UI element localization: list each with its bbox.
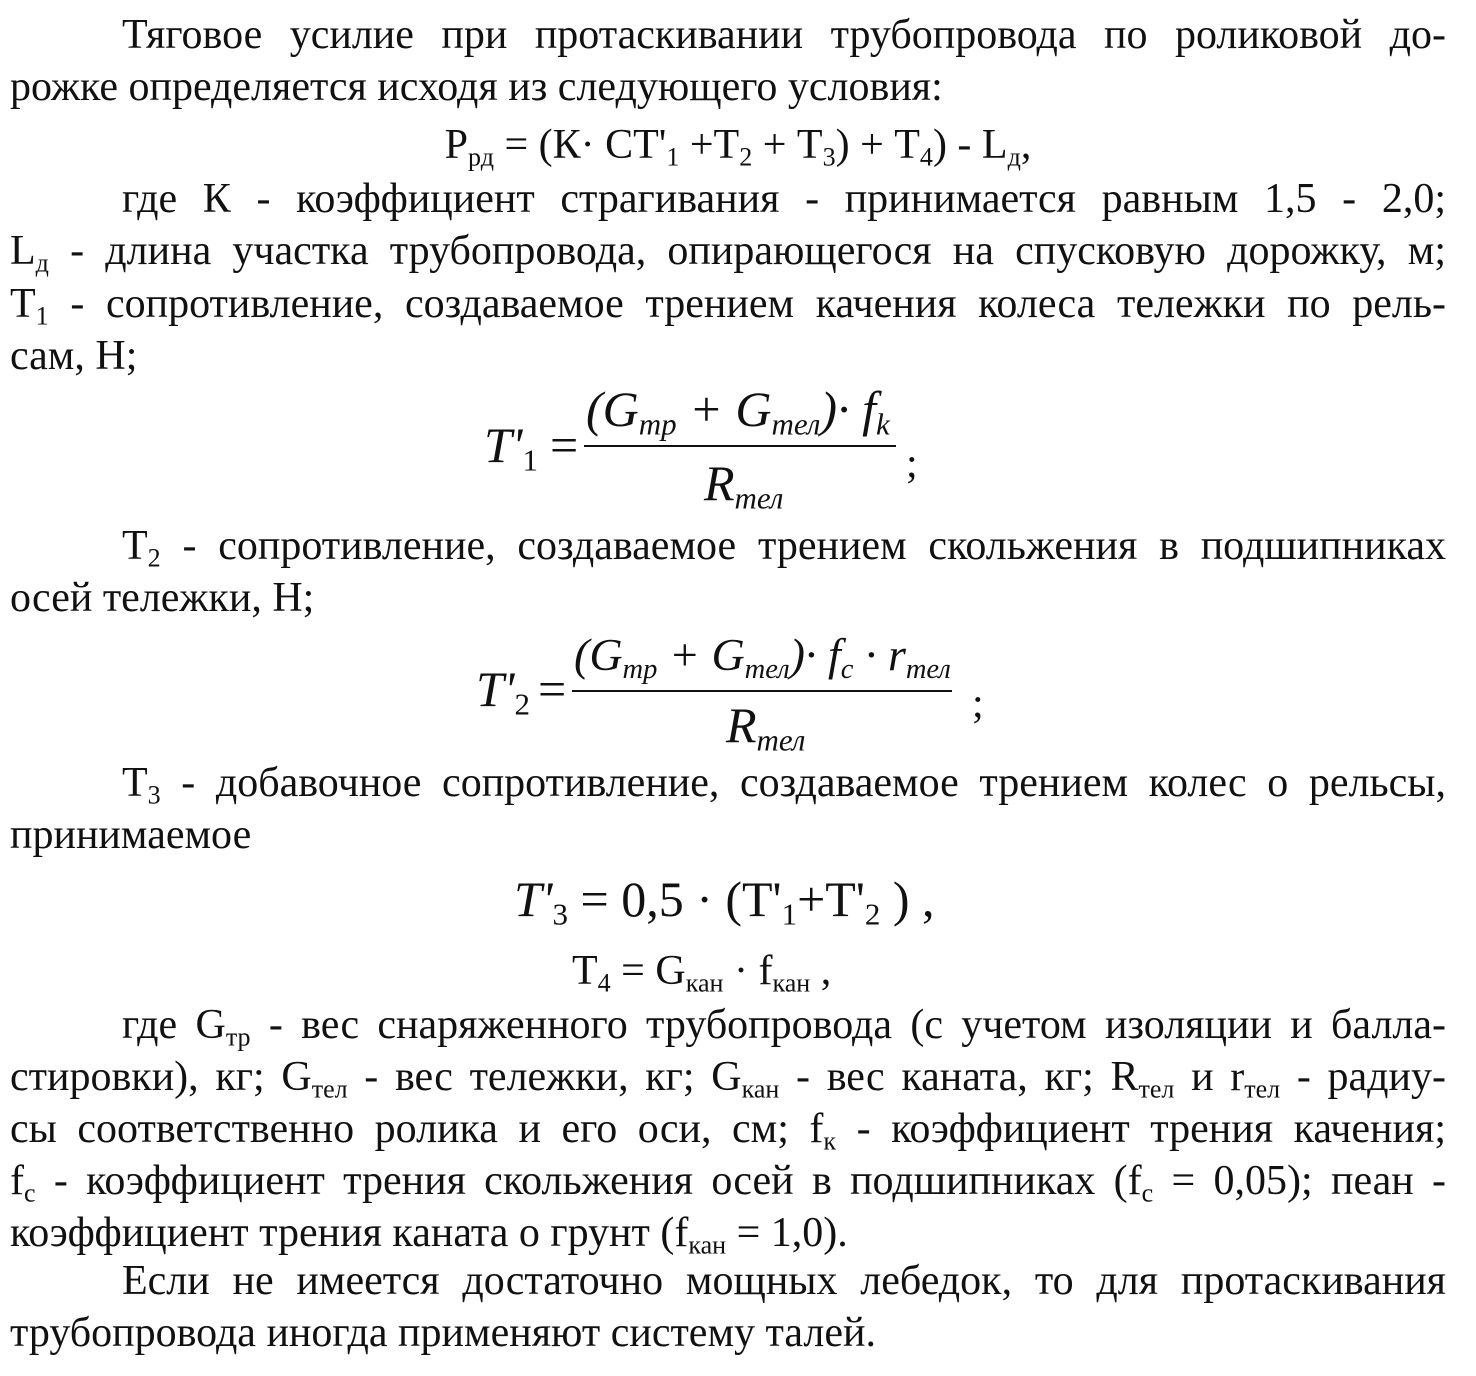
paragraph-5-line-4: [10, 1158, 1446, 1208]
formula-part: ,: [810, 948, 832, 994]
formula-subscript: тел: [756, 722, 806, 758]
text-span: и r: [1174, 1054, 1245, 1100]
eq-part: ) - L: [932, 122, 1008, 168]
text-span: f: [10, 1158, 24, 1204]
formula-t2-lhs: [476, 660, 531, 722]
paragraph-1-line-1: [122, 14, 1446, 56]
formula-subscript: k: [875, 406, 890, 442]
formula-part: + G: [676, 381, 772, 437]
formula-part: R: [726, 697, 757, 753]
eq-subscript: 3: [822, 142, 836, 172]
text-span: - длина участка трубопровода, опирающегося на спусковую дорожку, м;: [48, 228, 1446, 274]
eq-part: + Т: [752, 122, 823, 168]
formula-subscript: 1: [522, 442, 539, 478]
eq-subscript: 2: [739, 142, 753, 172]
text-span: Если не имеется достаточно мощных лебедок, то для протаскивания: [122, 1258, 1446, 1304]
paragraph-2-line-3: [10, 281, 1446, 331]
paragraph-2-line-2: [10, 228, 1446, 278]
eq-subscript: 4: [919, 142, 933, 172]
text-span: - добавочное сопротивление, создаваемое трением колес о рельсы,: [160, 760, 1446, 806]
formula-part: (G: [574, 629, 623, 680]
formula-t2-equals: =: [538, 661, 567, 717]
text-span: = 1,0).: [726, 1210, 848, 1256]
text-span: L: [10, 228, 36, 274]
text-span: где К - коэффициент страгивания - принимается равным 1,5 - 2,0;: [122, 176, 1446, 222]
formula-subscript: тел: [905, 653, 951, 685]
formula-t4: [572, 948, 832, 998]
formula-subscript: тр: [638, 406, 677, 442]
eq-part: +Т: [679, 122, 740, 168]
formula-part: R: [704, 455, 735, 511]
text-span: T: [10, 281, 36, 327]
formula-t1-denominator: [704, 454, 784, 516]
formula-t1-lhs: [484, 416, 539, 478]
paragraph-5-line-5: [10, 1210, 1446, 1260]
text-span: - коэффициент трения качения;: [836, 1106, 1446, 1152]
paragraph-6-line-1: [122, 1260, 1446, 1302]
paragraph-3-line-2: [10, 577, 1446, 619]
paragraph-1-line-2: [10, 66, 1446, 108]
eq-part: ,: [1020, 122, 1032, 168]
text-span: - вес каната, кг; R: [779, 1054, 1139, 1100]
formula-subscript: 2: [514, 686, 531, 722]
eq-symbol: P: [444, 122, 469, 168]
paragraph-4-line-2: [10, 814, 1446, 856]
formula-symbol: T': [484, 417, 523, 473]
formula-symbol: T': [476, 661, 515, 717]
text-span: где G: [122, 1002, 226, 1048]
paragraph-5-line-3: [10, 1106, 1446, 1156]
formula-t2-numerator: [574, 628, 951, 685]
subscript: 3: [147, 780, 161, 810]
formula-part: )· f: [789, 629, 841, 680]
paragraph-6-line-2: [10, 1312, 1446, 1354]
formula-subscript: тел: [734, 480, 784, 516]
subscript: c: [1141, 1178, 1154, 1208]
text-span: - радиу-: [1280, 1054, 1446, 1100]
formula-part: +T': [797, 871, 865, 927]
text-span: T: [122, 523, 148, 569]
eq-subscript: 1: [666, 142, 680, 172]
subscript: тел: [1138, 1074, 1175, 1104]
paragraph-3-line-1: [122, 523, 1446, 573]
paragraph-4-line-1: [122, 760, 1446, 810]
text-span: = 0,05); пеан -: [1153, 1158, 1446, 1204]
text-span: коэффициент трения каната о грунт (f: [10, 1210, 689, 1256]
formula-part: T': [514, 871, 553, 927]
formula-t1-equals: =: [550, 417, 579, 473]
subscript: кан: [741, 1074, 780, 1104]
formula-part: · f: [723, 948, 773, 994]
text-span: T: [122, 760, 148, 806]
paragraph-2-line-1: [122, 178, 1446, 220]
formula-part: )· f: [820, 381, 876, 437]
subscript: 1: [35, 301, 49, 331]
formula-t1-fraction-bar: [584, 445, 896, 447]
text-span: осей тележки, Н;: [10, 575, 315, 621]
eq-part: ) + Т: [835, 122, 920, 168]
formula-part: ) ,: [880, 871, 935, 927]
text-span: трубопровода иногда применяют систему талей.: [10, 1310, 876, 1356]
formula-subscript: 2: [864, 896, 881, 932]
formula-part: = 0,5 · (T': [568, 871, 782, 927]
formula-subscript: кан: [772, 968, 811, 998]
subscript: д: [35, 248, 49, 278]
formula-subscript: 4: [597, 968, 611, 998]
formula-part: (G: [586, 381, 639, 437]
subscript: c: [24, 1178, 36, 1208]
formula-subscript: 1: [781, 896, 798, 932]
formula-part: = G: [610, 948, 686, 994]
formula-t3: [514, 871, 935, 932]
text-span: рожке определяется исходя из следующего условия:: [10, 64, 943, 110]
formula-subscript: тел: [744, 653, 790, 685]
equation-pull-force: [0, 122, 1476, 172]
subscript: кан: [688, 1230, 727, 1260]
text-span: - вес снаряженного трубопровода (с учетом изоляции и балла-: [250, 1002, 1446, 1048]
formula-subscript: кан: [685, 968, 724, 998]
formula-part: + G: [657, 629, 745, 680]
formula-subscript: 3: [552, 896, 569, 932]
text-span: стировки), кг; G: [10, 1054, 312, 1100]
formula-part: T: [572, 948, 598, 994]
eq-part: = (К· СТ': [493, 122, 667, 168]
text-span: сы соответственно ролика и его оси, см; f: [10, 1106, 824, 1152]
text-span: - вес тележки, кг; G: [347, 1054, 742, 1100]
text-span: - коэффициент трения скольжения осей в подшипниках (f: [35, 1158, 1142, 1204]
formula-t1-semicolon: ;: [906, 441, 918, 487]
formula-t2-denominator: [726, 696, 806, 758]
formula-subscript: тел: [771, 406, 821, 442]
paragraph-2-line-4: [10, 335, 1446, 377]
subscript: тел: [1244, 1074, 1281, 1104]
formula-t2-fraction-bar: [572, 690, 952, 692]
paragraph-5-line-1: [122, 1002, 1446, 1052]
text-span: сам, Н;: [10, 333, 138, 379]
formula-subscript: тр: [622, 653, 658, 685]
text-span: - сопротивление, создаваемое трением качения колеса тележки по рель-: [48, 281, 1446, 327]
subscript: тр: [225, 1022, 251, 1052]
text-span: Тяговое усилие при протаскивании трубопровода по роликовой до-: [122, 12, 1446, 58]
subscript: к: [823, 1126, 837, 1156]
eq-subscript: рд: [468, 142, 494, 172]
formula-t2-semicolon: ;: [972, 681, 984, 727]
formula-part: · r: [853, 629, 906, 680]
subscript: 2: [147, 543, 161, 573]
text-span: - сопротивление, создаваемое трением скольжения в подшипниках: [160, 523, 1446, 569]
formula-t1-numerator: [586, 380, 890, 442]
subscript: тел: [311, 1074, 348, 1104]
text-span: принимаемое: [10, 812, 252, 858]
eq-subscript: д: [1007, 142, 1021, 172]
formula-subscript: c: [840, 653, 854, 685]
paragraph-5-line-2: [10, 1054, 1446, 1104]
